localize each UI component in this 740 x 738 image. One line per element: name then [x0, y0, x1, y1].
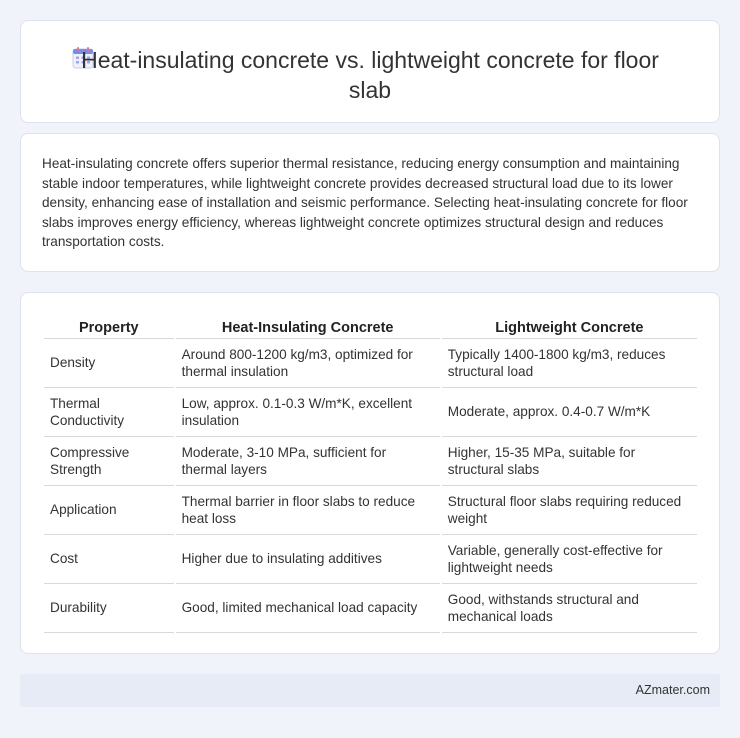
heat-insulating-cell: Thermal barrier in floor slabs to reduce heat loss	[176, 486, 440, 535]
table-row	[44, 339, 697, 388]
column-header-property: Property	[44, 313, 174, 339]
heat-insulating-cell: Around 800-1200 kg/m3, optimized for thermal insulation	[176, 339, 440, 388]
table-row	[44, 535, 697, 584]
lightweight-cell: Structural floor slabs requiring reduced weight	[442, 486, 697, 535]
lightweight-cell: Variable, generally cost-effective for lightweight needs	[442, 535, 697, 584]
heat-insulating-cell: Low, approx. 0.1-0.3 W/m*K, excellent insulation	[176, 388, 440, 437]
footer-bar	[20, 674, 720, 707]
heat-insulating-cell: Higher due to insulating additives	[176, 535, 440, 584]
title-card	[20, 20, 720, 123]
property-cell: Thermal Conductivity	[44, 388, 174, 437]
heat-insulating-cell: Good, limited mechanical load capacity	[176, 584, 440, 633]
table-row	[44, 584, 697, 633]
column-header-heat-insulating: Heat-Insulating Concrete	[176, 313, 440, 339]
lightweight-cell: Good, withstands structural and mechanical loads	[442, 584, 697, 633]
comparison-table	[42, 313, 699, 633]
heat-insulating-cell: Moderate, 3-10 MPa, sufficient for thermal layers	[176, 437, 440, 486]
lightweight-cell: Moderate, approx. 0.4-0.7 W/m*K	[442, 388, 697, 437]
property-cell: Application	[44, 486, 174, 535]
property-cell: Compressive Strength	[44, 437, 174, 486]
comparison-card	[20, 292, 720, 654]
summary-card	[20, 133, 720, 272]
footer-brand: AZmater.com	[635, 683, 710, 697]
table-row	[44, 437, 697, 486]
column-header-lightweight: Lightweight Concrete	[442, 313, 697, 339]
lightweight-cell: Higher, 15-35 MPa, suitable for structural slabs	[442, 437, 697, 486]
property-cell: Durability	[44, 584, 174, 633]
property-cell: Density	[44, 339, 174, 388]
table-header-row	[44, 313, 697, 339]
table-row	[44, 388, 697, 437]
table-row	[44, 486, 697, 535]
page-title: Heat-insulating concrete vs. lightweight concrete for floor slab	[81, 47, 659, 103]
lightweight-cell: Typically 1400-1800 kg/m3, reduces structural load	[442, 339, 697, 388]
property-cell: Cost	[44, 535, 174, 584]
summary-text: Heat-insulating concrete offers superior thermal resistance, reducing energy consumption and maintaining stable indoor temperatures, while lightweight concrete provides decreased structural load due to its lower density, enhancing ease of installation and seismic performance. Selecting heat-insulating concrete for floor slabs improves energy efficiency, whereas lightweight concrete optimizes structural design and reduces transportation costs.	[42, 156, 688, 250]
